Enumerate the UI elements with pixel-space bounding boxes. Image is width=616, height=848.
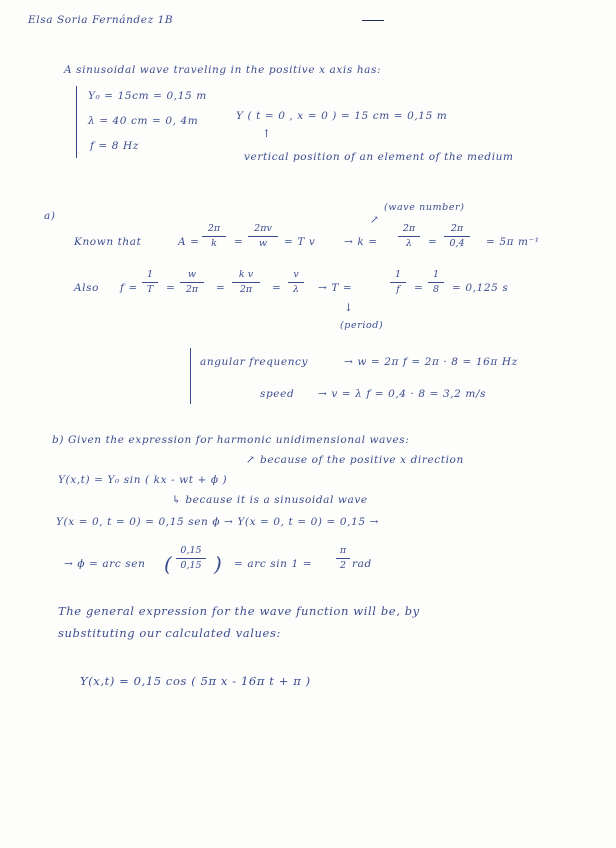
author-name: Elsa Soria Fernández 1B	[28, 14, 174, 26]
fraction-bar	[398, 236, 420, 237]
fraction-den: 8	[432, 284, 440, 295]
fraction-bar	[142, 282, 158, 283]
fraction-den: 0,15	[180, 560, 202, 571]
vertical-position-note: vertical position of an element of the medium	[244, 151, 514, 163]
equals-sign: =	[414, 282, 424, 294]
because-arrow: ↗	[246, 454, 256, 466]
angular-frequency-label: angular frequency	[200, 356, 309, 368]
fraction-2piv-w	[248, 223, 278, 250]
equals-sign: =	[234, 236, 244, 248]
because-positive-note: because of the positive x direction	[260, 454, 464, 466]
angular-frequency-eq: → w = 2π f = 2π · 8 = 16π Hz	[344, 356, 518, 368]
fraction-den: f	[396, 284, 400, 295]
fraction-num: π	[339, 545, 347, 556]
k-symbol: → k =	[344, 236, 378, 248]
fraction-bar	[176, 558, 206, 559]
fraction-num: v	[293, 269, 299, 280]
fraction-num: k v	[238, 269, 254, 280]
fraction-2pi-04	[444, 223, 470, 250]
fraction-1-8	[428, 269, 444, 296]
fraction-bar	[180, 282, 204, 283]
frequency-given: f = 8 Hz	[90, 140, 139, 152]
paren-close: )	[214, 552, 223, 576]
equals-sign: =	[272, 282, 282, 294]
also-label: Also	[74, 282, 100, 294]
fraction-bar	[202, 236, 226, 237]
fraction-bar	[428, 282, 444, 283]
wave-number-arrow: ↗	[370, 214, 380, 226]
fraction-den: T	[146, 284, 154, 295]
final-wave-function: Y(x,t) = 0,15 cos ( 5π x - 16π t + π )	[80, 674, 311, 688]
fraction-015-015	[176, 545, 206, 572]
k-result: = 5π m⁻¹	[486, 236, 540, 248]
speed-eq: → v = λ f = 0,4 · 8 = 3,2 m/s	[318, 388, 487, 400]
fraction-v-lambda	[288, 269, 304, 296]
fraction-bar	[336, 558, 350, 559]
fraction-w-2pi	[180, 269, 204, 296]
fraction-bar	[232, 282, 260, 283]
phi-lhs: → ϕ = arc sen	[64, 558, 146, 570]
fraction-1-f	[390, 269, 406, 296]
speed-label: speed	[260, 388, 295, 400]
phi-rhs: = arc sin 1 =	[234, 558, 313, 570]
fraction-num: 1	[432, 269, 440, 280]
fraction-num: 0,15	[180, 545, 202, 556]
eq-tail: = T v	[284, 236, 316, 248]
angular-bracket	[190, 348, 191, 404]
part-a-label: a)	[44, 210, 56, 222]
fraction-bar	[444, 236, 470, 237]
fraction-den: w	[258, 238, 268, 249]
fraction-num: 2πv	[254, 223, 272, 234]
equals-sign: =	[216, 282, 226, 294]
origin-condition: Y(x = 0, t = 0) = 0,15 sen ϕ → Y(x = 0, t = 0) = 0,15 →	[56, 516, 380, 528]
period-arrow: ↓	[344, 302, 354, 314]
fraction-den: k	[211, 238, 217, 249]
problem-statement: A sinusoidal wave traveling in the positive x axis has:	[64, 64, 382, 76]
fraction-num: 2π	[207, 223, 221, 234]
period-note: (period)	[340, 320, 384, 331]
conclusion-line-1: The general expression for the wave function will be, by	[58, 604, 420, 618]
fraction-den: λ	[292, 284, 300, 295]
wave-number-note: (wave number)	[384, 202, 465, 213]
fraction-bar	[248, 236, 278, 237]
fraction-num: 1	[146, 269, 154, 280]
fraction-2pi-k	[202, 223, 226, 250]
fraction-num: w	[187, 269, 197, 280]
fraction-num: 2π	[450, 223, 464, 234]
T-result: = 0,125 s	[452, 282, 509, 294]
fraction-den: λ	[405, 238, 413, 249]
A-symbol: A =	[178, 236, 200, 248]
fraction-num: 1	[394, 269, 402, 280]
amplitude-given: Y₀ = 15cm = 0,15 m	[88, 90, 207, 102]
initial-condition: Y ( t = 0 , x = 0 ) = 15 cm = 0,15 m	[236, 110, 448, 122]
fraction-1-T	[142, 269, 158, 296]
fraction-2pi-lambda	[398, 223, 420, 250]
equals-sign: =	[428, 236, 438, 248]
fraction-den: 2π	[239, 284, 253, 295]
given-bracket	[76, 86, 77, 158]
wavelength-given: λ = 40 cm = 0, 4m	[88, 115, 199, 127]
general-wave-equation: Y(x,t) = Y₀ sin ( kx - wt + ϕ )	[58, 474, 228, 486]
up-arrow: ↑	[262, 128, 272, 140]
f-symbol: f =	[120, 282, 138, 294]
fraction-den: 0,4	[449, 238, 465, 249]
because-sinusoidal-note: ↳ because it is a sinusoidal wave	[172, 494, 368, 506]
known-that-label: Known that	[74, 236, 142, 248]
phi-unit: rad	[352, 558, 372, 570]
part-b-label: b)	[52, 434, 65, 446]
conclusion-line-2: substituting our calculated values:	[58, 626, 281, 640]
fraction-kv-2pi	[232, 269, 260, 296]
header-dash	[362, 20, 384, 21]
given-expression: Given the expression for harmonic unidimensional waves:	[68, 434, 410, 446]
fraction-pi-2	[336, 545, 350, 572]
paren-open: (	[164, 552, 173, 576]
fraction-bar	[288, 282, 304, 283]
fraction-bar	[390, 282, 406, 283]
fraction-num: 2π	[402, 223, 416, 234]
fraction-den: 2π	[185, 284, 199, 295]
fraction-den: 2	[339, 560, 347, 571]
T-symbol: → T =	[318, 282, 353, 294]
equals-sign: =	[166, 282, 176, 294]
